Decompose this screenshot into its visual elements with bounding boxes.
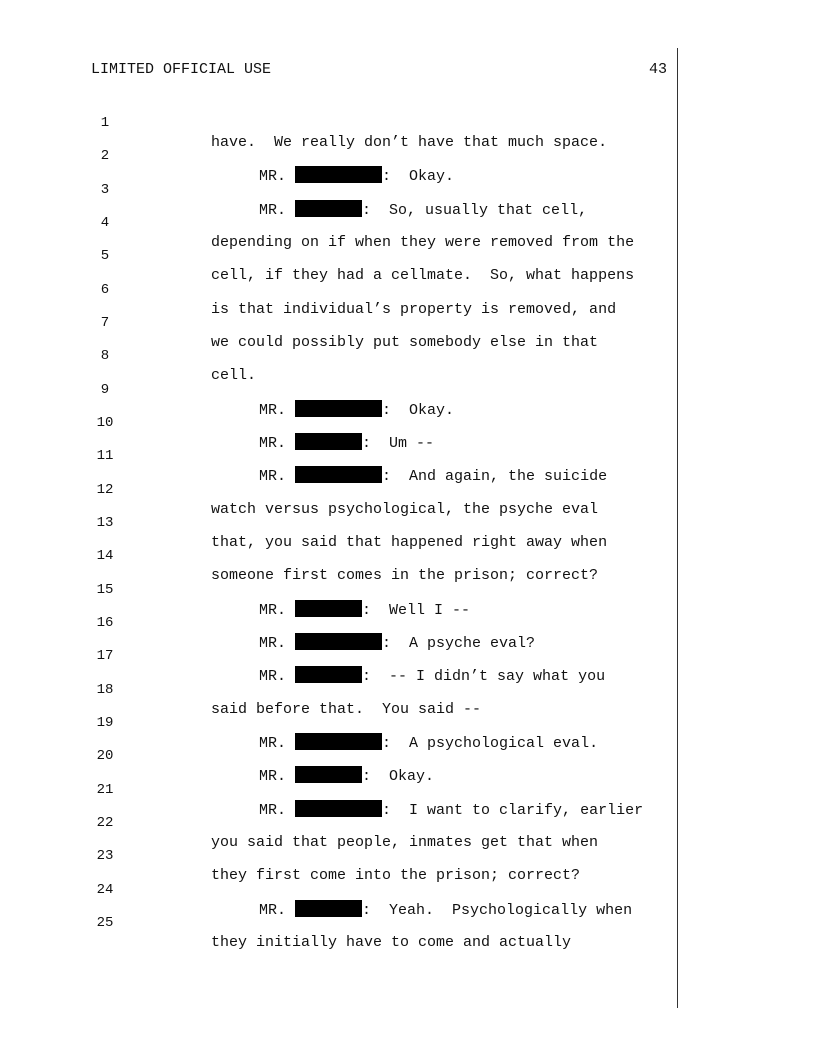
line-number: 9 — [100, 382, 110, 398]
speaker-title: MR. — [259, 768, 287, 785]
line-number: 19 — [96, 715, 114, 731]
speaker-title: MR. — [259, 402, 287, 419]
line-number: 2 — [100, 148, 110, 164]
transcript-line — [0, 826, 676, 884]
line-text: : Okay. — [362, 768, 435, 785]
transcript-line — [0, 126, 676, 185]
line-text: : Yeah. Psychologically when — [362, 902, 633, 919]
line-number: 15 — [96, 582, 114, 598]
line-text: someone first comes in the prison; correct? — [211, 567, 599, 584]
line-text: we could possibly put somebody else in that — [211, 334, 599, 351]
line-text: : Okay. — [382, 168, 455, 185]
line-text: : And again, the suicide — [382, 468, 608, 485]
transcript-line — [0, 360, 676, 419]
line-number: 13 — [96, 515, 114, 531]
transcript-line — [0, 393, 676, 452]
transcript-line — [0, 260, 676, 318]
transcript-line — [0, 293, 676, 351]
line-text: you said that people, inmates get that when — [211, 834, 599, 851]
line-text: they first come into the prison; correct? — [211, 867, 581, 884]
transcript-line — [0, 93, 676, 151]
line-number: 23 — [96, 848, 114, 864]
line-number: 22 — [96, 815, 114, 831]
line-text: : Okay. — [382, 402, 455, 419]
speaker-title: MR. — [259, 602, 287, 619]
line-text: have. We really don’t have that much space. — [211, 134, 608, 151]
line-number: 11 — [96, 448, 114, 464]
line-number: 8 — [100, 348, 110, 364]
speaker-title: MR. — [259, 735, 287, 752]
line-number: 24 — [96, 882, 114, 898]
line-number: 18 — [96, 682, 114, 698]
speaker-title: MR. — [259, 635, 287, 652]
transcript-line — [0, 726, 676, 785]
line-text: : Well I -- — [362, 602, 471, 619]
line-text: depending on if when they were removed from the — [211, 234, 635, 251]
transcript-line — [0, 226, 676, 284]
line-text: that, you said that happened right away when — [211, 534, 608, 551]
line-text: : A psychological eval. — [382, 735, 599, 752]
line-text: : I want to clarify, earlier — [382, 802, 644, 819]
right-margin-rule — [677, 48, 678, 1008]
line-text: they initially have to come and actually — [211, 934, 572, 951]
line-number: 3 — [100, 182, 110, 198]
transcript-line — [0, 660, 676, 718]
line-number: 5 — [100, 248, 110, 264]
line-number: 16 — [96, 615, 114, 631]
speaker-title: MR. — [259, 902, 287, 919]
line-text: is that individual’s property is removed, and — [211, 301, 617, 318]
line-text: watch versus psychological, the psyche eval — [211, 501, 599, 518]
classification-header: LIMITED OFFICIAL USE — [91, 61, 272, 78]
page-number: 43 — [648, 61, 667, 78]
transcript-line — [0, 193, 676, 251]
line-number: 1 — [100, 115, 110, 131]
transcript-line — [0, 760, 676, 819]
line-number: 25 — [96, 915, 114, 931]
speaker-title: MR. — [259, 802, 287, 819]
line-text: : A psyche eval? — [382, 635, 536, 652]
speaker-title: MR. — [259, 435, 287, 452]
line-number: 4 — [100, 215, 110, 231]
transcript-line — [0, 460, 676, 518]
speaker-title: MR. — [259, 468, 287, 485]
line-text: cell. — [211, 367, 257, 384]
line-number: 14 — [96, 548, 114, 564]
transcript-line — [0, 593, 676, 652]
transcript-line — [0, 560, 676, 619]
transcript-line — [0, 693, 676, 752]
speaker-title: MR. — [259, 668, 287, 685]
line-number: 21 — [96, 782, 114, 798]
transcript-line — [0, 426, 676, 485]
line-text: said before that. You said -- — [211, 701, 482, 718]
line-number: 7 — [100, 315, 110, 331]
transcript-line — [0, 493, 676, 551]
line-number: 6 — [100, 282, 110, 298]
transcript-line — [0, 626, 676, 685]
line-number: 12 — [96, 482, 114, 498]
line-text: : -- I didn’t say what you — [362, 668, 606, 685]
line-number: 17 — [96, 648, 114, 664]
transcript-line — [0, 326, 676, 384]
speaker-title: MR. — [259, 168, 287, 185]
transcript-line — [0, 793, 676, 851]
line-number: 10 — [96, 415, 114, 431]
transcript-line — [0, 526, 676, 584]
transcript-line — [0, 893, 676, 951]
transcript-line — [0, 860, 676, 919]
line-text: cell, if they had a cellmate. So, what happens — [211, 267, 635, 284]
line-text: : Um -- — [362, 435, 435, 452]
line-number: 20 — [96, 748, 114, 764]
line-text: : So, usually that cell, — [362, 202, 588, 219]
transcript-line — [0, 160, 676, 219]
speaker-title: MR. — [259, 202, 287, 219]
